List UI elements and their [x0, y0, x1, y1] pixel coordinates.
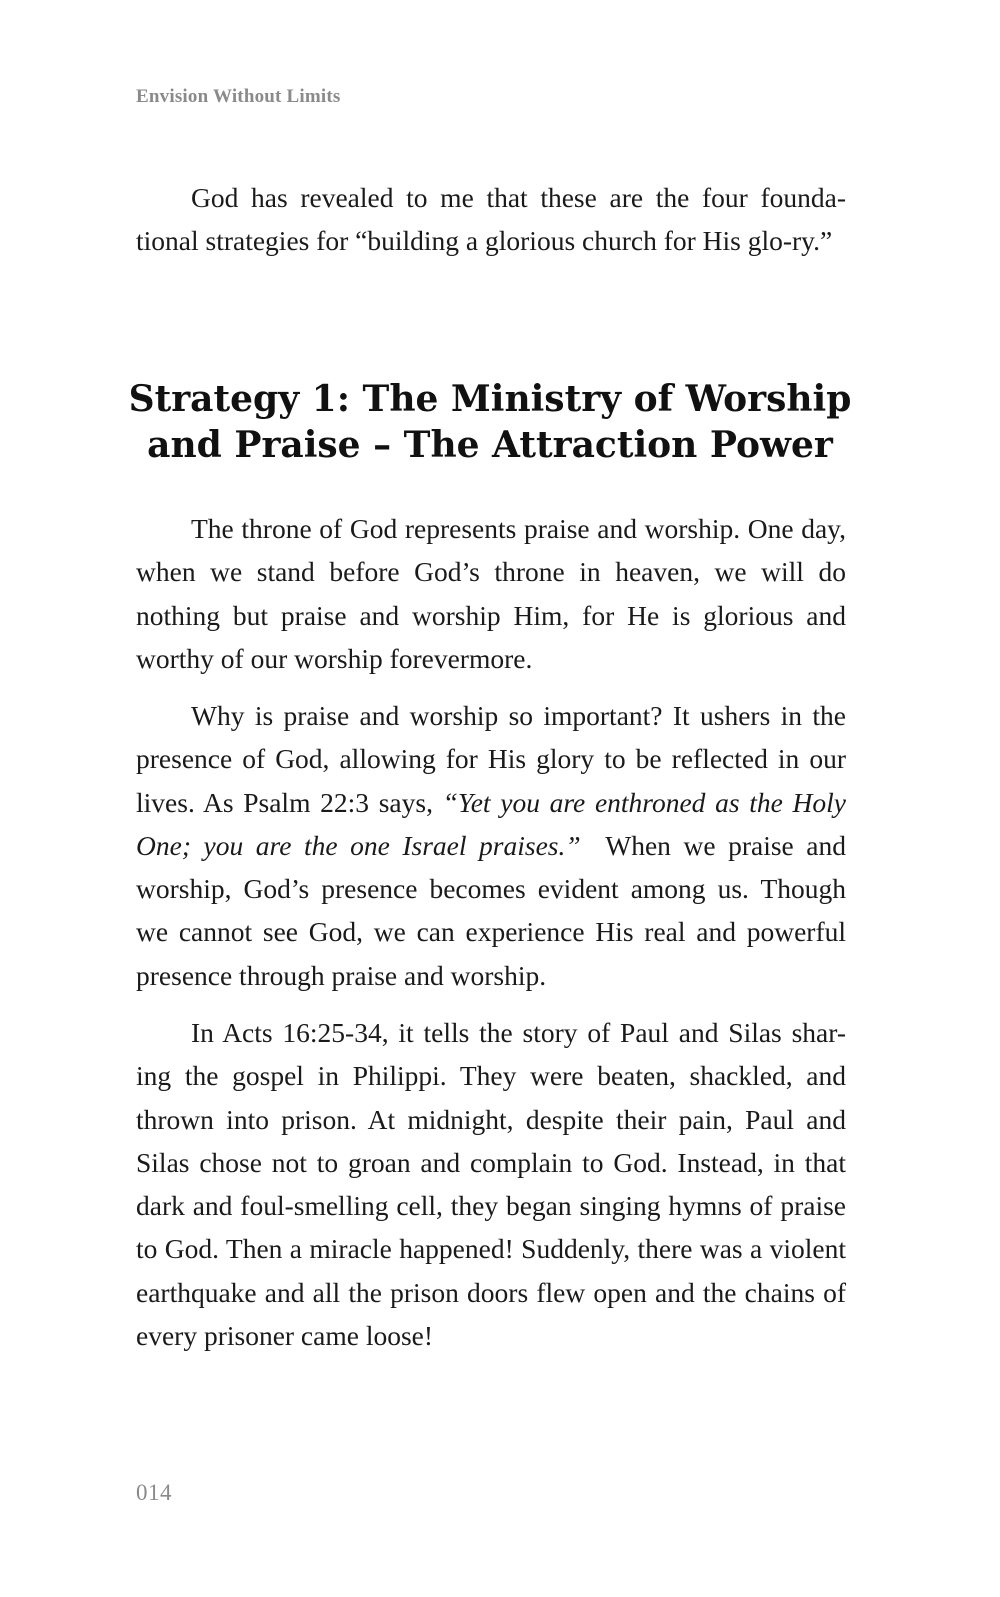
paragraph-text: When we praise and worship, God’s presence becomes evident among us. Though we cannot see God, we can experience His real and powerful presence through praise and worship.	[136, 829, 853, 991]
running-head: Envision Without Limits	[136, 86, 341, 107]
intro-paragraph: God has revealed to me that these are the four founda-tional strategies for “building a glorious church for His glo-ry.”	[136, 182, 846, 257]
paragraph-why-praise	[136, 694, 853, 997]
paragraph-text: Why is praise and worship so important? It ushers in the presence of God, allowing for His glory to be reflected in our lives. As Psalm 22:3 says,	[136, 700, 846, 818]
psalm-quote: “Yet you are enthroned as the Holy One; you are the one Israel praises.”	[136, 786, 846, 861]
section-heading: Strategy 1: The Ministry of Worship and Praise – The Attraction Power	[128, 378, 852, 466]
paragraph-throne: The throne of God represents praise and worship. One day, when we stand before God’s throne in heaven, we will do nothing but praise and worship Him, for He is glorious and worthy of our worship forevermore.	[136, 513, 846, 674]
page-number: 014	[136, 1480, 172, 1505]
paragraph-acts: In Acts 16:25-34, it tells the story of Paul and Silas shar-ing the gospel in Philippi. They were beaten, shackled, and thrown into prison. At midnight, despite their pain, Paul and Silas chose not to groan and complain to God. Instead, in that dark and foul-smelling cell, they began singing hymns of praise to God. Then a miracle happened! Suddenly, there was a violent earthquake and all the prison doors flew open and the chains of every prisoner came loose!	[136, 1017, 846, 1352]
